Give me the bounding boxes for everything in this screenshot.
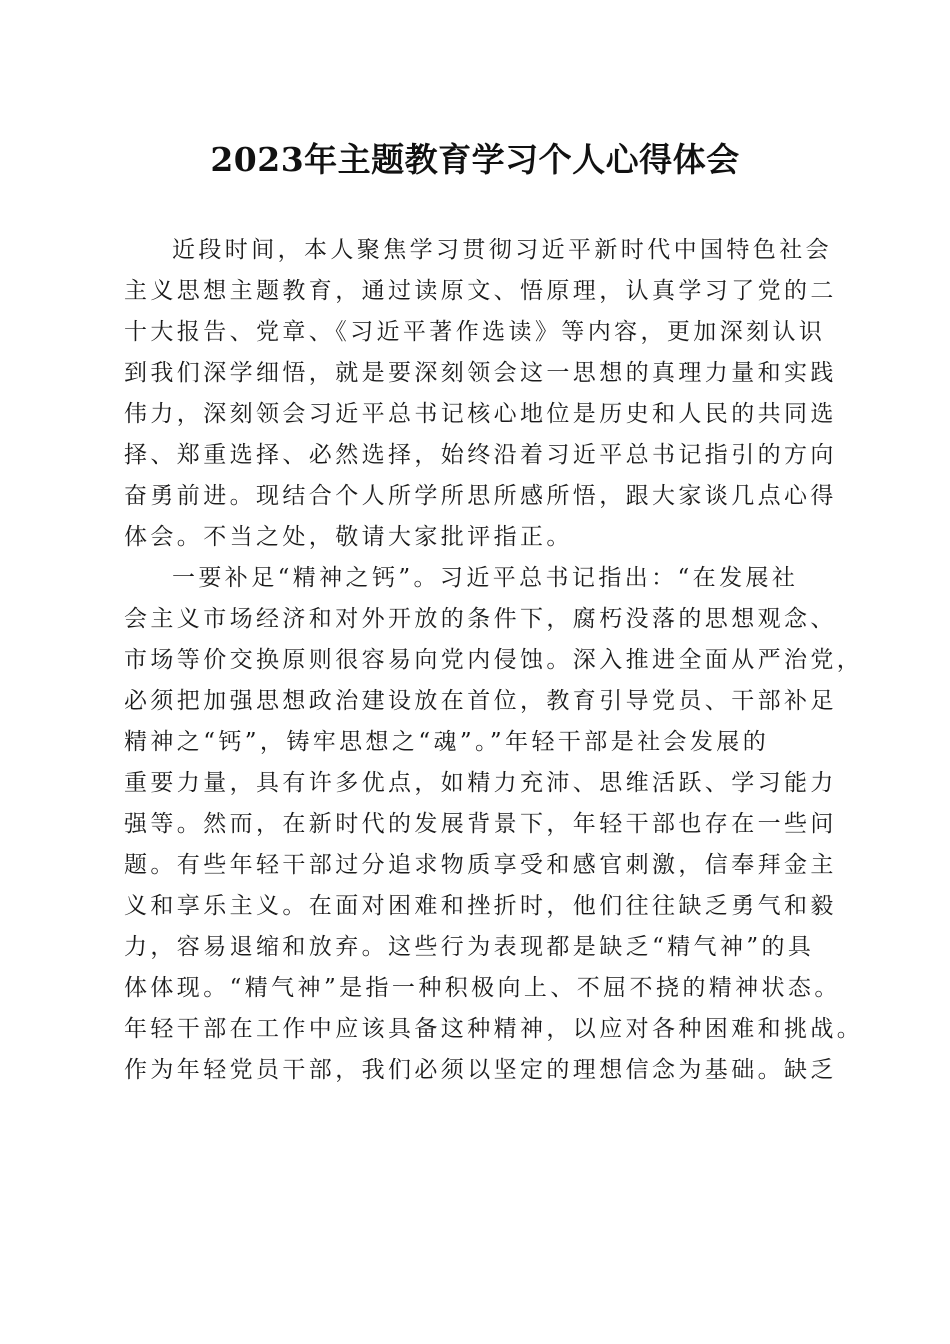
paragraph-2-line-5: 精神之“钙”，铸牢思想之“魂”。”年轻干部是社会发展的 <box>124 729 770 755</box>
paragraph-2-line-10: 力，容易退缩和放弃。这些行为表现都是缺乏“精气神”的具 <box>124 934 815 960</box>
paragraph-1-line-5: 伟力，深刻领会习近平总书记核心地位是历史和人民的共同选 <box>124 401 837 427</box>
document-body <box>124 230 864 1091</box>
paragraph-2-line-13: 作为年轻党员干部，我们必须以坚定的理想信念为基础。缺乏 <box>124 1057 837 1083</box>
paragraph-2-line-1: 一要补足“精神之钙”。习近平总书记指出：“在发展社 <box>172 565 799 591</box>
paragraph-1-line-3: 十大报告、党章、《习近平著作选读》等内容，更加深刻认识 <box>124 319 826 345</box>
paragraph-1-line-8: 体会。不当之处，敬请大家批评指正。 <box>124 524 573 550</box>
paragraph-2-line-3: 市场等价交换原则很容易向党内侵蚀。深入推进全面从严治党， <box>124 647 864 673</box>
paragraph-1-line-7: 奋勇前进。现结合个人所学所思所感所悟，跟大家谈几点心得 <box>124 483 837 509</box>
paragraph-2-line-4: 必须把加强思想政治建设放在首位，教育引导党员、干部补足 <box>124 688 837 714</box>
paragraph-2-line-6: 重要力量，具有许多优点，如精力充沛、思维活跃、学习能力 <box>124 770 837 796</box>
paragraph-1-line-1: 近段时间，本人聚焦学习贯彻习近平新时代中国特色社会 <box>172 237 832 263</box>
paragraph-2-line-12: 年轻干部在工作中应该具备这种精神，以应对各种困难和挑战。 <box>124 1016 864 1042</box>
paragraph-2-line-2: 会主义市场经济和对外开放的条件下，腐朽没落的思想观念、 <box>124 606 837 632</box>
document-title: 2023年主题教育学习个人心得体会 <box>210 140 740 179</box>
paragraph-2-line-8: 题。有些年轻干部过分追求物质享受和感官刺激，信奉拜金主 <box>124 852 837 878</box>
paragraph-2-line-9: 义和享乐主义。在面对困难和挫折时，他们往往缺乏勇气和毅 <box>124 893 837 919</box>
paragraph-1-line-6: 择、郑重选择、必然选择，始终沿着习近平总书记指引的方向 <box>124 442 837 468</box>
paragraph-1-line-4: 到我们深学细悟，就是要深刻领会这一思想的真理力量和实践 <box>124 360 837 386</box>
paragraph-1-line-2: 主义思想主题教育，通过读原文、悟原理，认真学习了党的二 <box>124 278 837 304</box>
paragraph-2-line-11: 体体现。“精气神”是指一种积极向上、不屈不挠的精神状态。 <box>124 975 841 1001</box>
paragraph-2-line-7: 强等。然而，在新时代的发展背景下，年轻干部也存在一些问 <box>124 811 837 837</box>
